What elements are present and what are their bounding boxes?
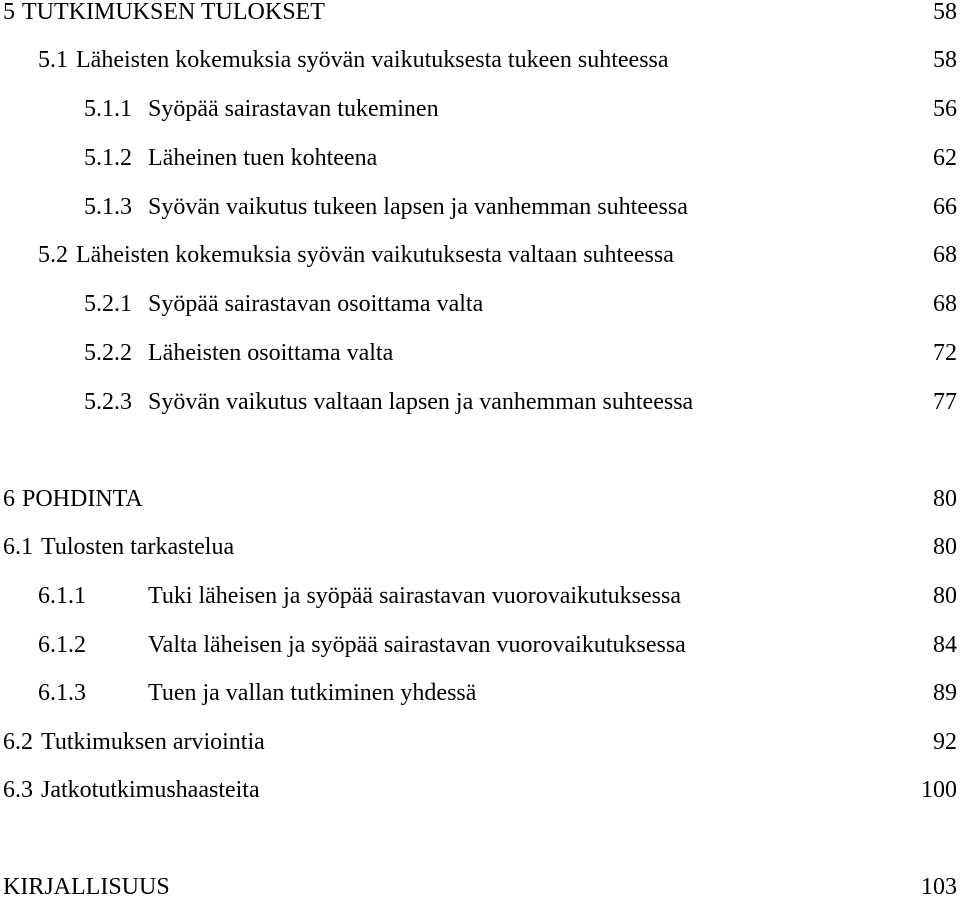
toc-entry-page: 58 xyxy=(933,0,957,25)
toc-entry-page: 80 xyxy=(933,486,957,512)
toc-entry-6-1-3[interactable] xyxy=(0,676,957,710)
toc-entry-title: Syöpää sairastavan osoittama valta xyxy=(148,291,484,317)
toc-entry-number: 5.1 xyxy=(38,47,68,73)
toc-entry-page: 62 xyxy=(933,145,957,171)
toc-entry-5-1-3[interactable] xyxy=(0,190,957,224)
toc-entry-title: Jatkotutkimushaasteita xyxy=(41,777,260,803)
toc-entry-5-1-1[interactable] xyxy=(0,92,957,126)
toc-entry-5-1[interactable] xyxy=(0,43,957,77)
toc-entry-kirjallisuus[interactable] xyxy=(0,870,957,904)
toc-entry-number: 6.1.3 xyxy=(38,680,86,706)
toc-entry-number: 6.3 xyxy=(3,777,33,803)
toc-entry-number: 5.1.3 xyxy=(84,194,132,220)
toc-entry-page: 89 xyxy=(933,680,957,706)
toc-entry-page: 68 xyxy=(933,242,957,268)
toc-entry-5-2[interactable] xyxy=(0,238,957,272)
toc-entry-title: Läheisten osoittama valta xyxy=(148,340,394,366)
toc-entry-number: 6.2 xyxy=(3,729,33,755)
toc-entry-title: Syövän vaikutus valtaan lapsen ja vanhemman suhteessa xyxy=(148,389,694,415)
toc-entry-page: 92 xyxy=(933,729,957,755)
toc-entry-title: Syöpää sairastavan tukeminen xyxy=(148,96,439,122)
toc-entry-page: 68 xyxy=(933,291,957,317)
toc-entry-6[interactable] xyxy=(0,482,957,516)
toc-entry-6-2[interactable] xyxy=(0,725,957,759)
toc-entry-number: 5.1.1 xyxy=(84,96,132,122)
toc-entry-5[interactable] xyxy=(0,0,957,29)
toc-entry-number: 6 xyxy=(3,486,15,512)
toc-entry-5-2-1[interactable] xyxy=(0,287,957,321)
toc-entry-number: 5 xyxy=(3,0,15,25)
toc-entry-title: Syövän vaikutus tukeen lapsen ja vanhemman suhteessa xyxy=(148,194,688,220)
toc-entry-page: 58 xyxy=(933,47,957,73)
toc-entry-page: 77 xyxy=(933,389,957,415)
toc-entry-page: 72 xyxy=(933,340,957,366)
toc-entry-title: Tutkimuksen arviointia xyxy=(41,729,265,755)
toc-entry-title: TUTKIMUKSEN TULOKSET xyxy=(22,0,325,25)
toc-entry-5-1-2[interactable] xyxy=(0,141,957,175)
toc-entry-title: Läheisten kokemuksia syövän vaikutuksesta tukeen suhteessa xyxy=(76,47,669,73)
toc-entry-page: 80 xyxy=(933,534,957,560)
toc-entry-number: 6.1 xyxy=(3,534,33,560)
toc-entry-5-2-2[interactable] xyxy=(0,336,957,370)
toc-entry-number: 6.1.2 xyxy=(38,632,86,658)
toc-entry-title: Tulosten tarkastelua xyxy=(41,534,235,560)
toc-entry-number: 5.2 xyxy=(38,242,68,268)
toc-entry-number: 5.2.2 xyxy=(84,340,132,366)
toc-entry-title: Tuki läheisen ja syöpää sairastavan vuorovaikutuksessa xyxy=(148,583,682,609)
toc-entry-page: 56 xyxy=(933,96,957,122)
toc-entry-number: 5.2.3 xyxy=(84,389,132,415)
toc-entry-6-3[interactable] xyxy=(0,773,957,807)
toc-entry-title: Tuen ja vallan tutkiminen yhdessä xyxy=(148,680,477,706)
toc-entry-title: KIRJALLISUUS xyxy=(3,874,170,900)
toc-entry-title: Läheisten kokemuksia syövän vaikutuksesta valtaan suhteessa xyxy=(76,242,674,268)
toc-entry-page: 103 xyxy=(921,874,957,900)
toc-entry-title: Valta läheisen ja syöpää sairastavan vuorovaikutuksessa xyxy=(148,632,686,658)
toc-entry-5-2-3[interactable] xyxy=(0,385,957,419)
toc-entry-6-1-1[interactable] xyxy=(0,579,957,613)
toc-entry-page: 84 xyxy=(933,632,957,658)
toc-entry-title: POHDINTA xyxy=(22,486,143,512)
toc-entry-page: 66 xyxy=(933,194,957,220)
toc-entry-6-1-2[interactable] xyxy=(0,628,957,662)
toc-entry-page: 100 xyxy=(921,777,957,803)
toc-entry-number: 5.2.1 xyxy=(84,291,132,317)
toc-entry-6-1[interactable] xyxy=(0,530,957,564)
toc-entry-title: Läheinen tuen kohteena xyxy=(148,145,378,171)
toc-entry-page: 80 xyxy=(933,583,957,609)
toc-entry-number: 5.1.2 xyxy=(84,145,132,171)
toc-entry-number: 6.1.1 xyxy=(38,583,86,609)
